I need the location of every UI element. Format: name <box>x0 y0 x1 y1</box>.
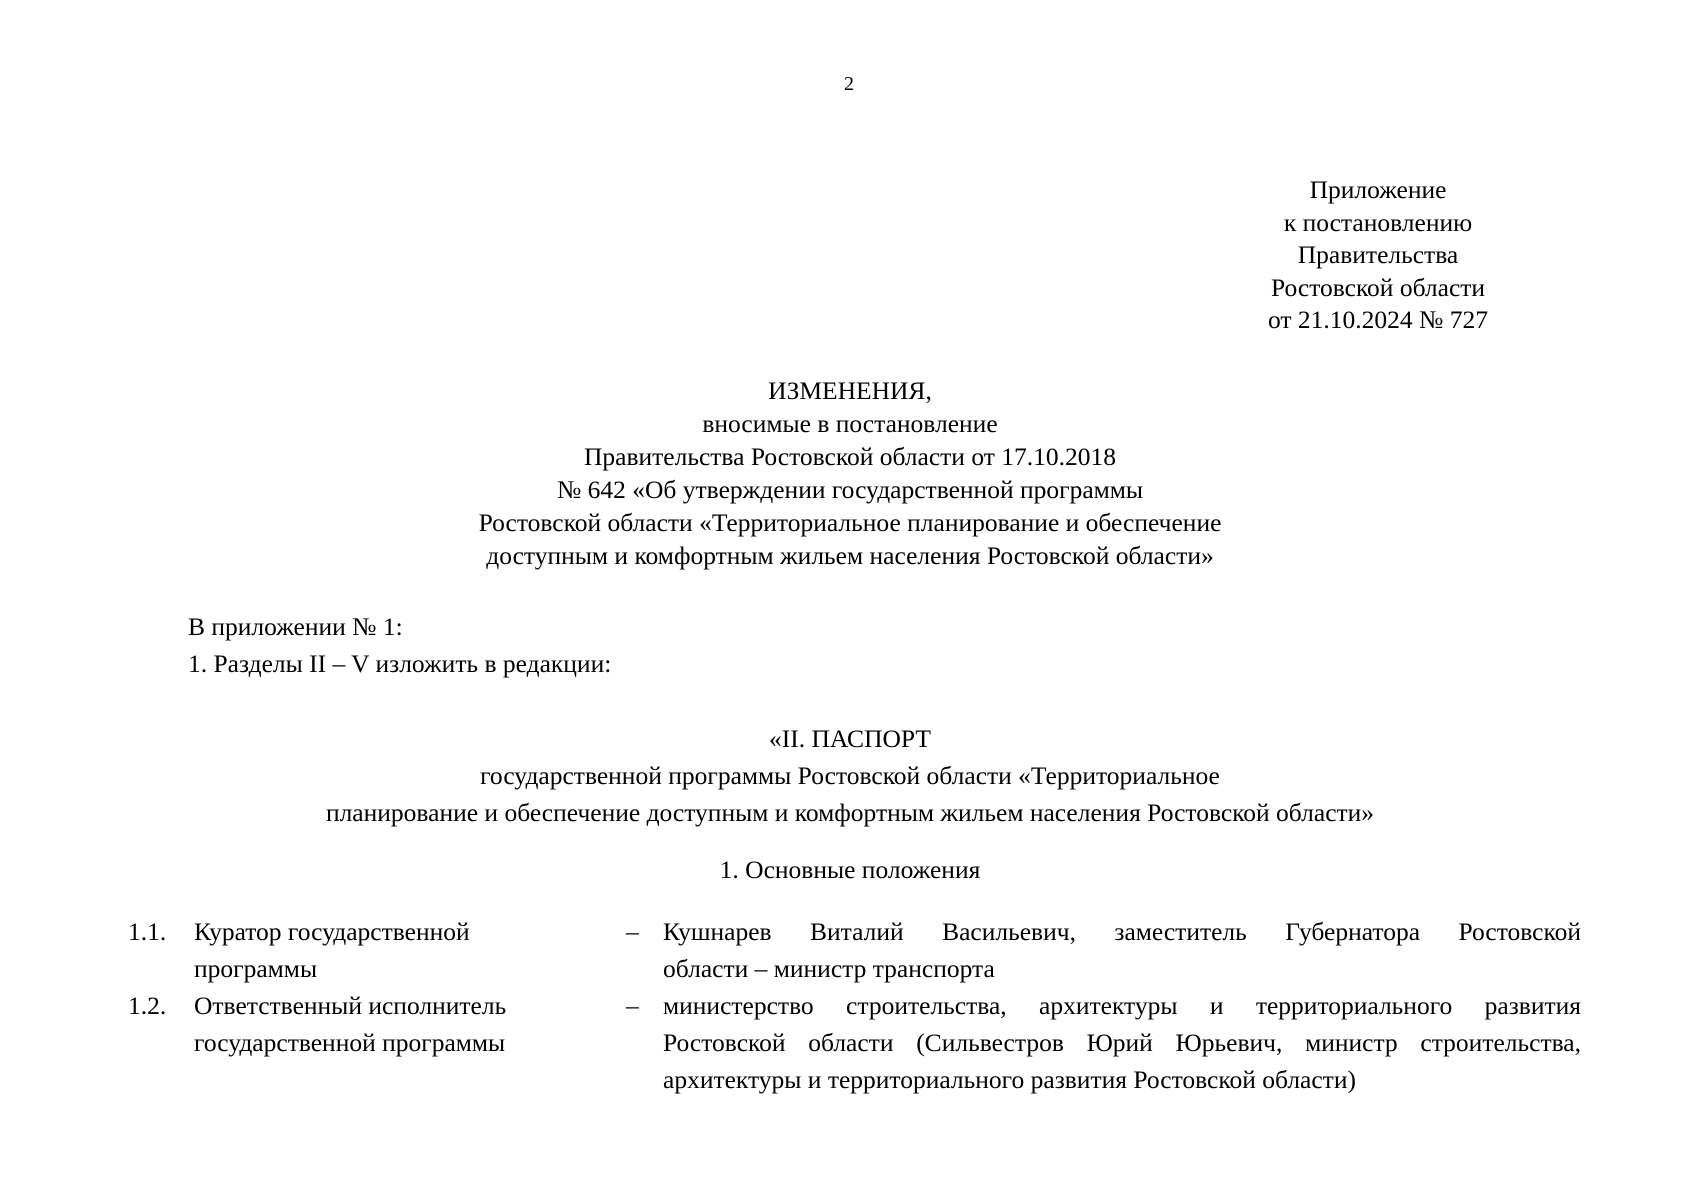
provision-row <box>0 987 1698 1098</box>
appendix-line: Правительства <box>1297 240 1459 269</box>
row-value-line: Ростовской области (Сильвестров Юрий Юрьевич, министр строительства, <box>663 1028 1581 1057</box>
title-line: Ростовской области «Территориальное планирование и обеспечение <box>478 508 1222 537</box>
row-label-line: Ответственный исполнитель <box>194 991 507 1020</box>
appendix-line: к постановлению <box>1283 207 1473 237</box>
intro-line: 1. Разделы II – V изложить в редакции: <box>188 649 612 678</box>
row-label-line: программы <box>194 954 318 983</box>
passport-line: государственной программы Ростовской области «Территориальное <box>480 761 1220 790</box>
passport-line: планирование и обеспечение доступным и комфортным жильем населения Ростовской области» <box>325 798 1375 827</box>
section-heading: 1. Основные положения <box>719 855 981 884</box>
row-value-line: министерство строительства, архитектуры и территориального развития <box>663 991 1581 1020</box>
row-value-line: архитектуры и территориального развития Ростовской области) <box>663 1065 1356 1094</box>
intro-paragraph <box>188 608 611 682</box>
row-value-line: области – министр транспорта <box>663 954 995 983</box>
title-line: № 642 «Об утверждении государственной программы <box>556 475 1144 504</box>
row-label <box>194 987 624 1061</box>
row-dash: – <box>626 991 639 1020</box>
provision-row <box>0 913 1698 987</box>
intro-line: В приложении № 1: <box>188 612 403 641</box>
appendix-line: Приложение <box>1309 175 1447 204</box>
passport-heading: «II. ПАСПОРТ <box>769 724 931 753</box>
page-number: 2 <box>844 73 854 95</box>
title-line: Правительства Ростовской области от 17.10.2018 <box>583 442 1117 471</box>
title-heading: ИЗМЕНЕНИЯ, <box>768 376 932 405</box>
provisions-list <box>0 913 1698 1098</box>
appendix-block <box>1216 174 1540 337</box>
row-value <box>663 913 1581 987</box>
row-label-line: государственной программы <box>194 1028 506 1057</box>
row-value-line: Кушнарев Виталий Васильевич, заместитель Губернатора Ростовской <box>663 917 1581 946</box>
row-label-line: Куратор государственной <box>194 917 470 946</box>
row-value <box>663 987 1581 1098</box>
row-label <box>194 913 624 987</box>
row-number: 1.2. <box>128 991 167 1020</box>
passport-heading-block <box>200 720 1500 831</box>
appendix-line: Ростовской области <box>1270 272 1486 302</box>
title-line: вносимые в постановление <box>702 409 998 438</box>
row-number: 1.1. <box>128 917 167 946</box>
appendix-line: от 21.10.2024 № 727 <box>1267 305 1488 334</box>
document-title <box>300 374 1400 572</box>
title-line: доступным и комфортным жильем населения Ростовской области» <box>486 541 1214 570</box>
row-dash: – <box>626 917 639 946</box>
